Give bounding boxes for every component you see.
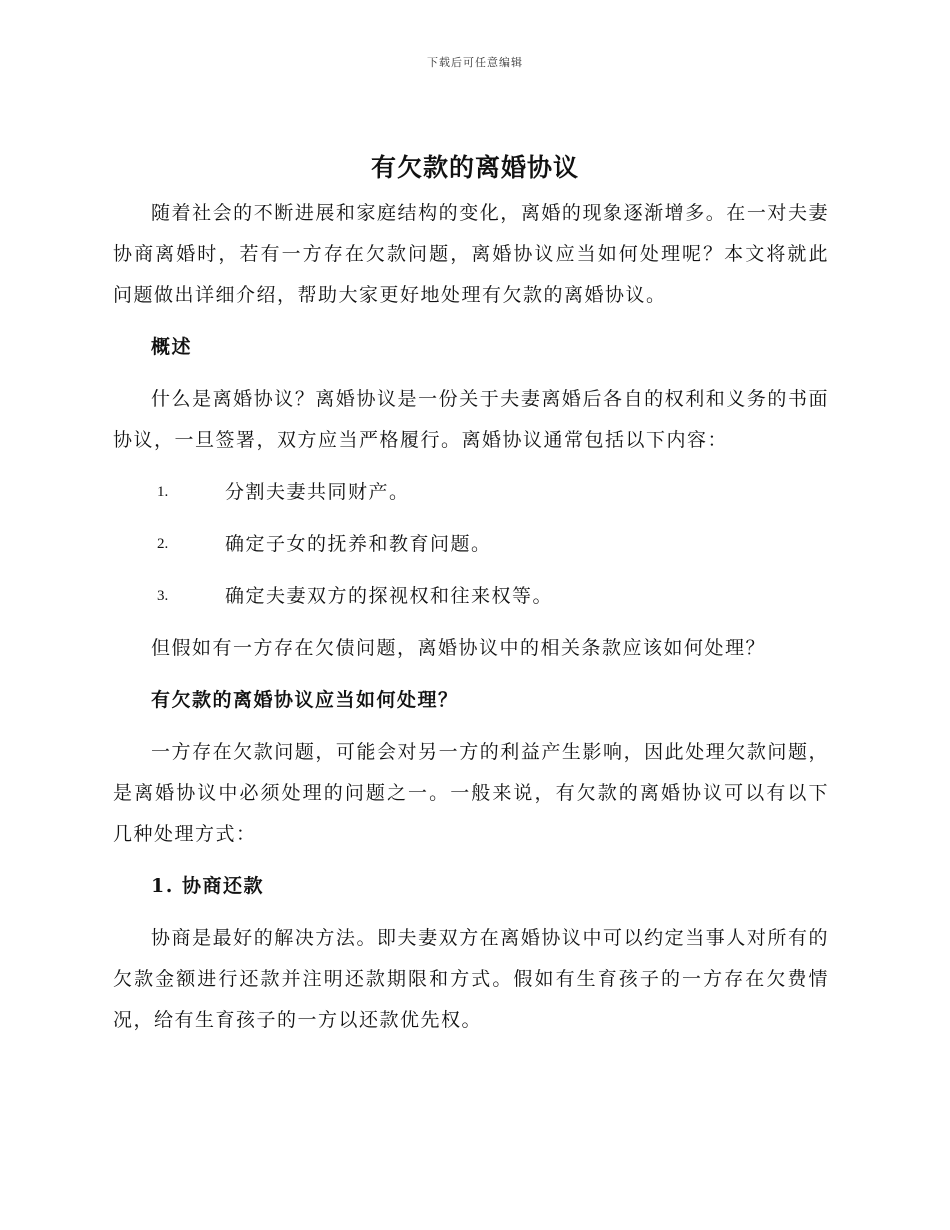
section-heading-overview: 概述 (151, 336, 193, 358)
list-item-number: 3. (157, 588, 169, 604)
intro-paragraph: 随着社会的不断进展和家庭结构的变化，离婚的现象逐渐增多。在一对夫妻协商离婚时，若有一方存在欠款问题，离婚协议应当如何处理呢？本文将就此问题做出详细介绍，帮助大家更好地处理有欠款的离婚协议。 (113, 202, 829, 306)
section-heading-handling: 有欠款的离婚协议应当如何处理？ (151, 689, 459, 711)
debt-question-paragraph: 但假如有一方存在欠债问题，离婚协议中的相关条款应该如何处理？ (151, 637, 767, 659)
list-item-number: 2. (157, 536, 169, 552)
document-title: 有欠款的离婚协议 (370, 153, 579, 182)
list-item (113, 524, 829, 565)
handling-paragraph: 一方存在欠款问题，可能会对另一方的利益产生影响，因此处理欠款问题，是离婚协议中必须处理的问题之一。一般来说，有欠款的离婚协议可以有以下几种处理方式： (113, 741, 829, 845)
list-item (113, 472, 829, 513)
subsection-heading-negotiation: 1. 协商还款 (151, 875, 264, 897)
document-body (113, 193, 829, 1041)
negotiation-paragraph: 协商是最好的解决方法。即夫妻双方在离婚协议中可以约定当事人对所有的欠款金额进行还款并注明还款期限和方式。假如有生育孩子的一方存在欠费情况，给有生育孩子的一方以还款优先权。 (113, 927, 829, 1031)
list-item (113, 576, 829, 617)
list-item-text: 确定夫妻双方的探视权和往来权等。 (225, 585, 554, 607)
list-item-number: 1. (157, 484, 169, 500)
overview-paragraph: 什么是离婚协议？离婚协议是一份关于夫妻离婚后各自的权利和义务的书面协议，一旦签署，双方应当严格履行。离婚协议通常包括以下内容： (113, 388, 829, 451)
header-note: 下载后可任意编辑 (427, 56, 523, 69)
list-item-text: 确定子女的抚养和教育问题。 (225, 533, 492, 555)
list-item-text: 分割夫妻共同财产。 (225, 481, 410, 503)
